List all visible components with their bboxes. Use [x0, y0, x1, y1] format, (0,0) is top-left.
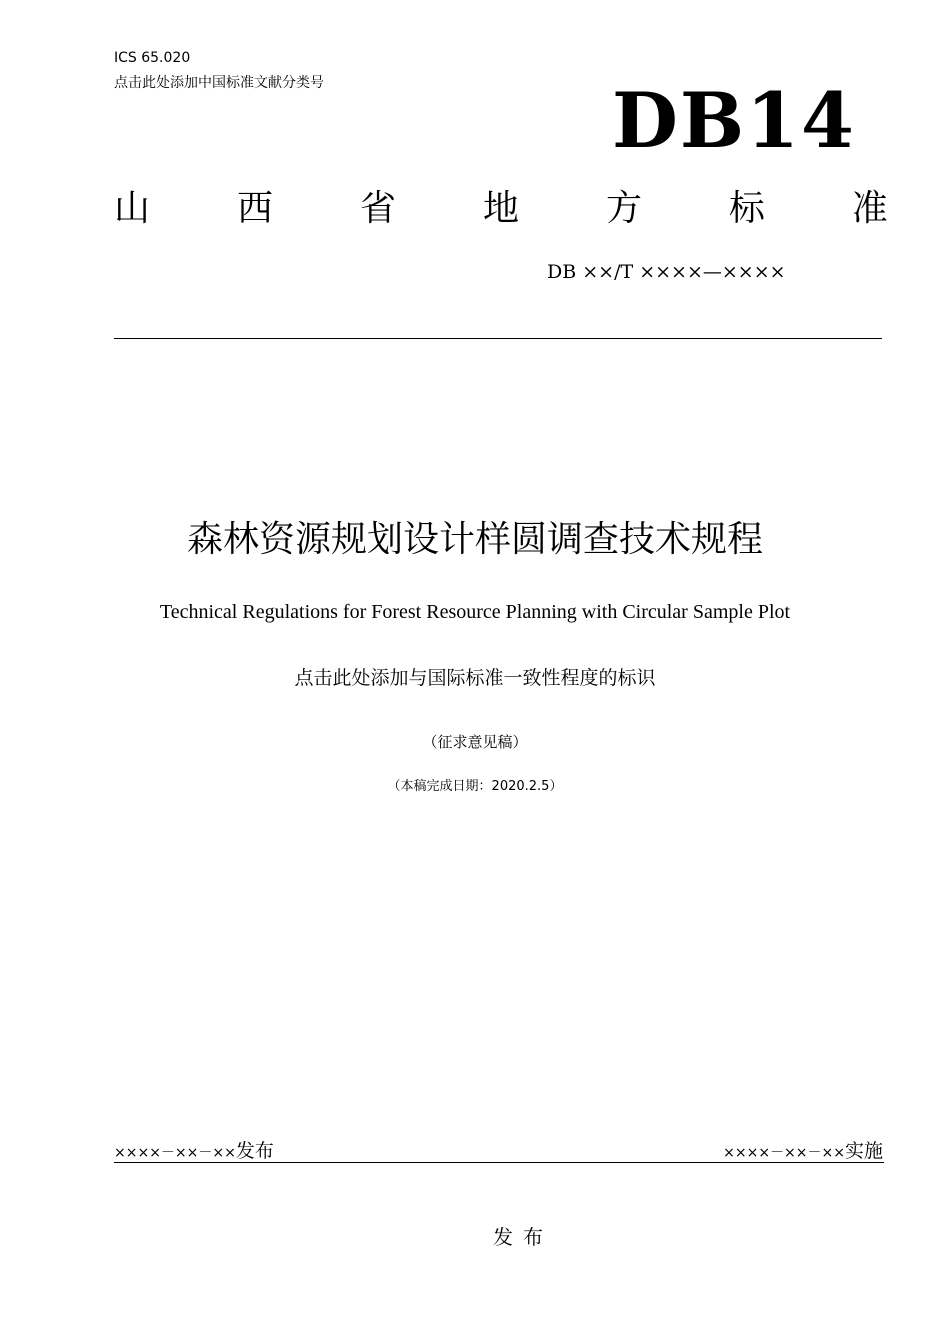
draft-completion-date: （本稿完成日期：2020.2.5） [387, 779, 563, 794]
document-title-en: Technical Regulations for Forest Resource Planning with Circular Sample Plot [159, 601, 791, 623]
standard-type-char: 地 [482, 188, 519, 229]
document-title-zh: 森林资源规划设计样圆调查技术规程 [186, 519, 763, 560]
standard-type-char: 西 [236, 188, 273, 229]
standard-number: DB ××/T ××××—×××× [547, 261, 786, 283]
implement-date-value: ××××－××－×× [723, 1145, 845, 1161]
ics-code: ICS 65.020 [114, 50, 191, 66]
issuer-label: 发布 [493, 1225, 553, 1249]
standard-type-heading [114, 184, 888, 234]
implement-label: 实施 [844, 1140, 883, 1162]
publish-label: 发布 [235, 1140, 274, 1162]
consistency-placeholder[interactable]: 点击此处添加与国际标准一致性程度的标识 [294, 667, 656, 689]
standard-type-char: 方 [605, 188, 642, 229]
standard-type-char: 准 [851, 188, 888, 229]
draft-label: （征求意见稿） [422, 733, 528, 751]
publish-date-value: ××××－××－×× [114, 1145, 236, 1161]
standard-type-char: 标 [728, 188, 765, 229]
standard-type-char: 省 [359, 188, 396, 229]
standard-type-char: 山 [114, 188, 151, 229]
footer-divider [114, 1162, 884, 1163]
db14-logo: DB14 [612, 76, 856, 165]
ccs-placeholder[interactable]: 点击此处添加中国标准文献分类号 [114, 75, 324, 91]
header-divider [114, 338, 882, 339]
